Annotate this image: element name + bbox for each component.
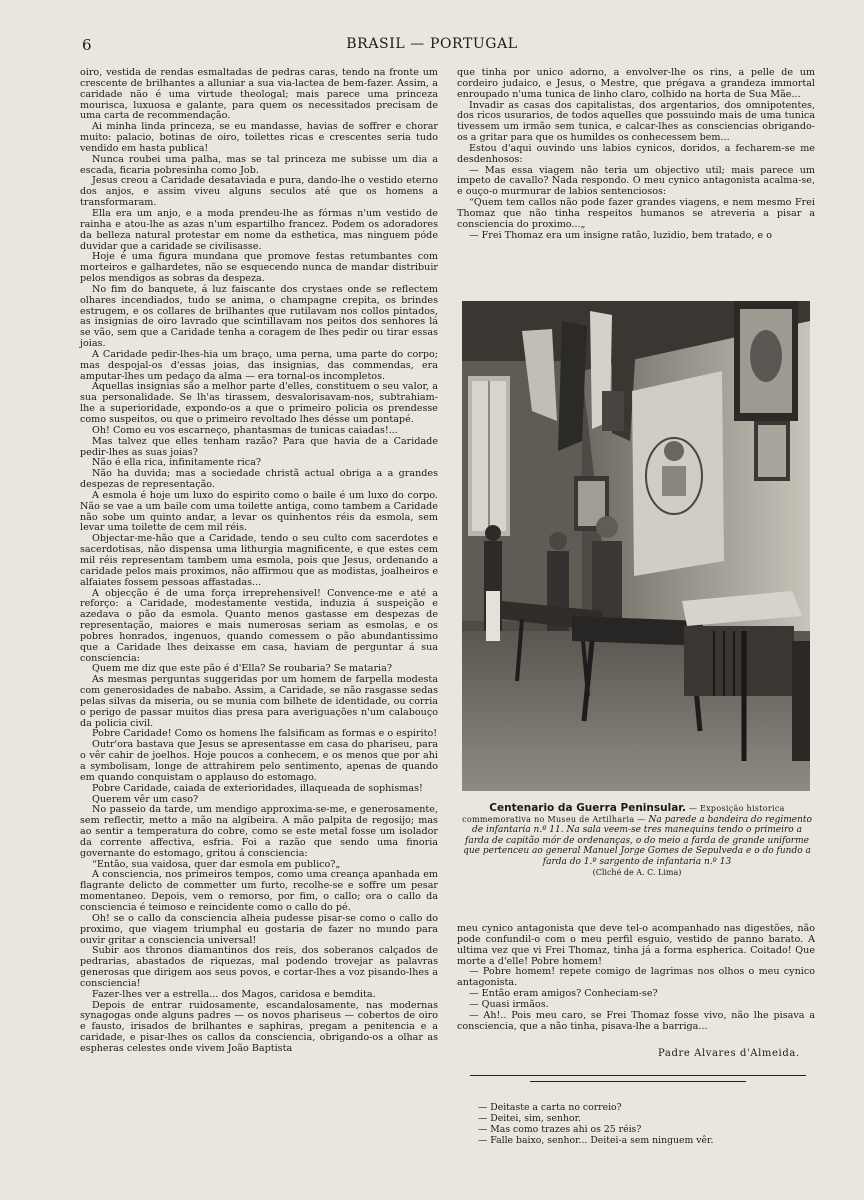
paragraph: A esmola é hoje um luxo do espirito como o baile é um luxo do corpo. Não se vae a um baile com uma toilette antiga, como tambem a Caridade não sobe um quinto andar, a levar os quinhentos réis da esmola, sem levar uma toilette de cem mil réis. (80, 489, 438, 534)
paragraph: Ai minha linda princeza, se eu mandasse, havias de soffrer e chorar muito: palacio, botinas de oiro, toilettes ricas e crescentes seria tudo vendido em hasta publica! (80, 121, 438, 154)
paragraph: Oh! se o callo da consciencia alheia pudesse pisar-se como o callo do proximo, que viagem triumphal eu gostaria de fazer no mundo para ouvir gritar a consciencia universal! (80, 912, 438, 946)
divider-rule (470, 1075, 806, 1076)
paragraph: As mesmas perguntas suggeridas por um homem de farpella modesta com generosidades de nababo. Assim, a Caridade, se não rasgasse sedas pelas silvas da miseria, ou se munia com bilhete de identidade, ou corria o perigo de passar muitos dias presa para averiguações n'um calabouço da policia civil. (80, 674, 438, 729)
paragraph: Hoje é uma figura mundana que promove festas retumbantes com morteiros e galhardetes, não se esquecendo nunca de mandar distribuir pelos mendigos as sobras da despeza. (80, 251, 438, 285)
paragraph: Pobre Caridade, caiada de exterioridades, illaqueada de sophismas! (92, 782, 423, 794)
paragraph: Objectar-me-hão que a Caridade, tendo o seu culto com sacerdotes e sacerdotisas, não dispensa uma lithurgia magnificente, e que estes cem mil réis representam tambem uma esmola, pois que Jesus, ordenando a caridade pelos mais proximos, não affirmou que as modistas, joalheiros e alfaiates fossem pessoas affastadas... (80, 533, 438, 588)
paragraph: Outr'ora bastava que Jesus se apresentasse em casa do phariseu, para o vêr cahir de joelhos. Hoje poucos a conhecem, e os menos que por ahi a symbolisam, longe de attrahirem pelo sentimento, apenas de quando em quando conquistam o applauso do estomago. (80, 739, 438, 783)
paragraph: que tinha por unico adorno, a envolver-lhe os rins, a pelle de um cordeiro judaico, e Jesus, o Mestre, que prégava a grandeza immortal enroupado n'uma tunica de linho claro, colhido na horta de Sua Mãe... (457, 67, 815, 100)
paragraph: — Quasi irmãos. (469, 998, 549, 1010)
paragraph: Depois de entrar ruidosamente, escandalosamente, nas modernas synagogas onde alguns padres — os novos phariseus — cobertos de oiro e fausto, irisados de brilhantes e saphiras, pregam a penitencia e a caridade, e pisar-lhes os callos da consciencia, obrigando-os a olhar as espheras celestes onde vivem João Baptista (80, 999, 438, 1054)
exhibition-photo (462, 301, 810, 791)
paragraph: No fim do banquete, á luz faiscante dos crystaes onde se reflectem olhares incendiados, tudo se anima, o champagne crepita, os brindes estrugem, e os collares de brilhantes que rutilavam nos collos pintados, as insignias de oiro lavrado que scintillavam nos peitos dos senhores lá se vão, sem que a Caridade tenha a coragem de lhes pedir ou tirar essas joias. (80, 283, 438, 350)
caption-title: Centenario da Guerra Peninsular. (489, 802, 686, 814)
paragraph: Quem me diz que este pão é d'Ella? Se roubaria? Se mataria? (92, 663, 392, 675)
paragraph: Não ha duvida; mas a sociedade christã actual obriga a a grandes despezas de representação. (80, 468, 438, 491)
anecdote-line: — Deitei, sim, senhor. (478, 1113, 581, 1125)
paragraph: “Quem tem callos não pode fazer grandes viagens, e nem mesmo Frei Thomaz que não tinha respeitos humanos se atreveria a pisar a consciencia do proximo...„ (457, 197, 815, 230)
left-text-column (80, 68, 438, 1055)
caption-description: Na parede a bandeira do regimento de infantaria n.º 11. Na sala veem-se tres manequins tendo o primeiro a farda de capitão mór de ordenanças, o do meio a farda de grande uniforme que pertenceu ao general Manuel Jorge Gomes de Sepulveda e o do fundo a farda do 1.º sargento de infantaria n.º 13 (463, 814, 812, 867)
paragraph: — Ah!.. Pois meu caro, se Frei Thomaz fosse vivo, não lhe pisava a consciencia, que a não tinha, pisava-lhe a barriga... (457, 1009, 815, 1032)
anecdote-line: — Deitaste a carta no correio? (478, 1102, 622, 1113)
paragraph: Aquellas insignias são a melhor parte d'elles, constituem o seu valor, a sua personalidade. Se lh'as tirassem, desvalorisavam-nos, subtrahiam-lhe a superioridade, expondo-os a que o primeiro policia os prendesse como suspeitos, ou que o primeiro revoltado lhes désse um pontapé. (80, 381, 438, 425)
photo-caption (462, 803, 812, 878)
anecdote-line: — Mas como trazes ahi os 25 réis? (478, 1124, 642, 1136)
paragraph: — Mas essa viagem não teria um objectivo util; mais parece um impeto de cavallo? Nada respondo. O meu cynico antagonista acalma-se, e ouço-o murmurar de labios sentenciosos: (457, 164, 815, 198)
divider-rule-short (530, 1081, 746, 1082)
page-number: 6 (82, 36, 92, 54)
paragraph: — Então eram amigos? Conheciam-se? (469, 988, 658, 1000)
paragraph: oiro, vestida de rendas esmaltadas de pedras caras, tendo na fronte um crescente de brilhantes a alluniar a sua via-lactea de bem-fazer. Assim, a caridade não é uma virtude theologal; mais parece uma princeza mourisca, luxuosa e galante, para quem os necessitados precisam de uma carta de recommendação. (80, 67, 438, 122)
anecdote-line: — Falle baixo, senhor... Deitei-a sem ninguem vêr. (478, 1135, 714, 1147)
paragraph: Subir aos thronos diamantinos dos reis, dos soberanos calçados de pedrarias, abastados de riquezas, mal podendo trovejar as palavras generosas que dirigem aos seus povos, e cortar-lhes a voz pisando-lhes a consciencia! (80, 945, 438, 989)
paragraph: Mas talvez que elles tenham razão? Para que havia de a Caridade pedir-lhes as suas joias? (80, 435, 438, 458)
paragraph: Estou d'aqui ouvindo uns labios cynicos, doridos, a fecharem-se me desdenhosos: (457, 142, 815, 165)
paragraph: Ella era um anjo, e a moda prendeu-lhe as fórmas n'um vestido de rainha e atou-lhe as azas n'um espartilho francez. Podem os adoradores da belleza natural protestar em nome da esthetica, mas ninguem póde duvidar que a caridade se civilisasse. (80, 207, 438, 252)
right-text-column-bottom (457, 924, 815, 1032)
anecdote-dialogue (478, 1102, 808, 1146)
author-signature: Padre Alvares d'Almeida. (658, 1048, 800, 1059)
paragraph: Querem vêr um caso? (92, 793, 199, 805)
caption-subtitle: — Exposição historica commemorativa no Museu de Artilharia — (462, 804, 785, 824)
paragraph: No passeio da tarde, um mendigo approxima-se-me, e generosamente, sem reflectir, metto a mão na algibeira. A mão palpita de regosijo; mas ao sentir a temperatura do cobre, como se este metal fosse um isolador da corrente affectiva, esfria. Foi a razão que sendo uma finoria governante do estomago, gritou á consciencia: (80, 804, 438, 859)
page-header-title: BRASIL — PORTUGAL (346, 36, 518, 52)
paragraph: Jesus creou a Caridade desataviada e pura, dando-lhe o vestido eterno dos anjos, e assim viveu alguns seculos até que os homens a transformaram. (80, 175, 438, 209)
paragraph: — Frei Thomaz era um insigne ratão, luzidio, bem tratado, e o (469, 229, 773, 241)
paragraph: Não é ella rica, infinitamente rica? (92, 457, 261, 469)
paragraph: Fazer-lhes ver a estrella... dos Magos, caridosa e bemdita. (92, 988, 376, 1000)
caption-credit: (Cliché de A. C. Lima) (592, 867, 682, 877)
paragraph: Pobre Caridade! Como os homens lhe falsificam as formas e o espirito! (92, 728, 438, 740)
paragraph: A objecção é de uma força irreprehensivel! Convence-me e até a reforço: a Caridade, modestamente vestida, induzia á suspeição e azedava o pão da esmola. Quanto menos gastasse em despezas de representação, maiores e mais numerosas seriam as esmolas, e os pobres honrados, ingenuos, quando comessem o pão abundantissimo que a Caridade lhes deixasse em casa, haviam de perguntar á sua consciencia: (80, 587, 438, 664)
paragraph: meu cynico antagonista que deve tel-o acompanhado nas digestões, não pode confundil-o com o meu perfil esguio, vestido de panno barato. A ultima vez que vi Frei Thomaz, tinha já a forma espherica. Coitado! Que morte a d'elle! Pobre homem! (457, 923, 815, 967)
paragraph: A consciencia, nos primeiros tempos, como uma creança apanhada em flagrante delicto de commetter um furto, recolhe-se e soffre um pesar momentaneo. Depois, vem o remorso, por fim, o callo; ora o callo da consciencia é teimoso e reincidente como o callo do pé. (80, 869, 438, 913)
right-text-column-top (457, 68, 815, 242)
paragraph: Oh! Como eu vos escarneço, phantasmas de tunicas caiadas!... (92, 424, 398, 436)
paragraph: — Pobre homem! repete comigo de lagrimas nos olhos o meu cynico antagonista. (457, 966, 815, 989)
paragraph: “Então, sua vaidosa, quer dar esmola em publico?„ (92, 858, 341, 870)
paragraph: Nunca roubei uma palha, mas se tal princeza me subisse um dia a escada, ficaria pobresinha como Job. (80, 153, 438, 176)
paragraph: Invadir as casas dos capitalistas, dos argentarios, dos omnipotentes, dos ricos usurarios, de todos aquelles que possuindo mais de uma tunica tivessem um irmão sem tunica, e calcar-lhes as consciencias obrigando-os a gritar para que os humildes os conhecessem bem... (457, 99, 815, 144)
paragraph: A Caridade pedir-lhes-hia um braço, uma perna, uma parte do corpo; mas despojal-os d'essas joias, das insignias, das commendas, era amputar-lhes um pedaço da alma — era tornal-os incompletos. (80, 348, 438, 382)
